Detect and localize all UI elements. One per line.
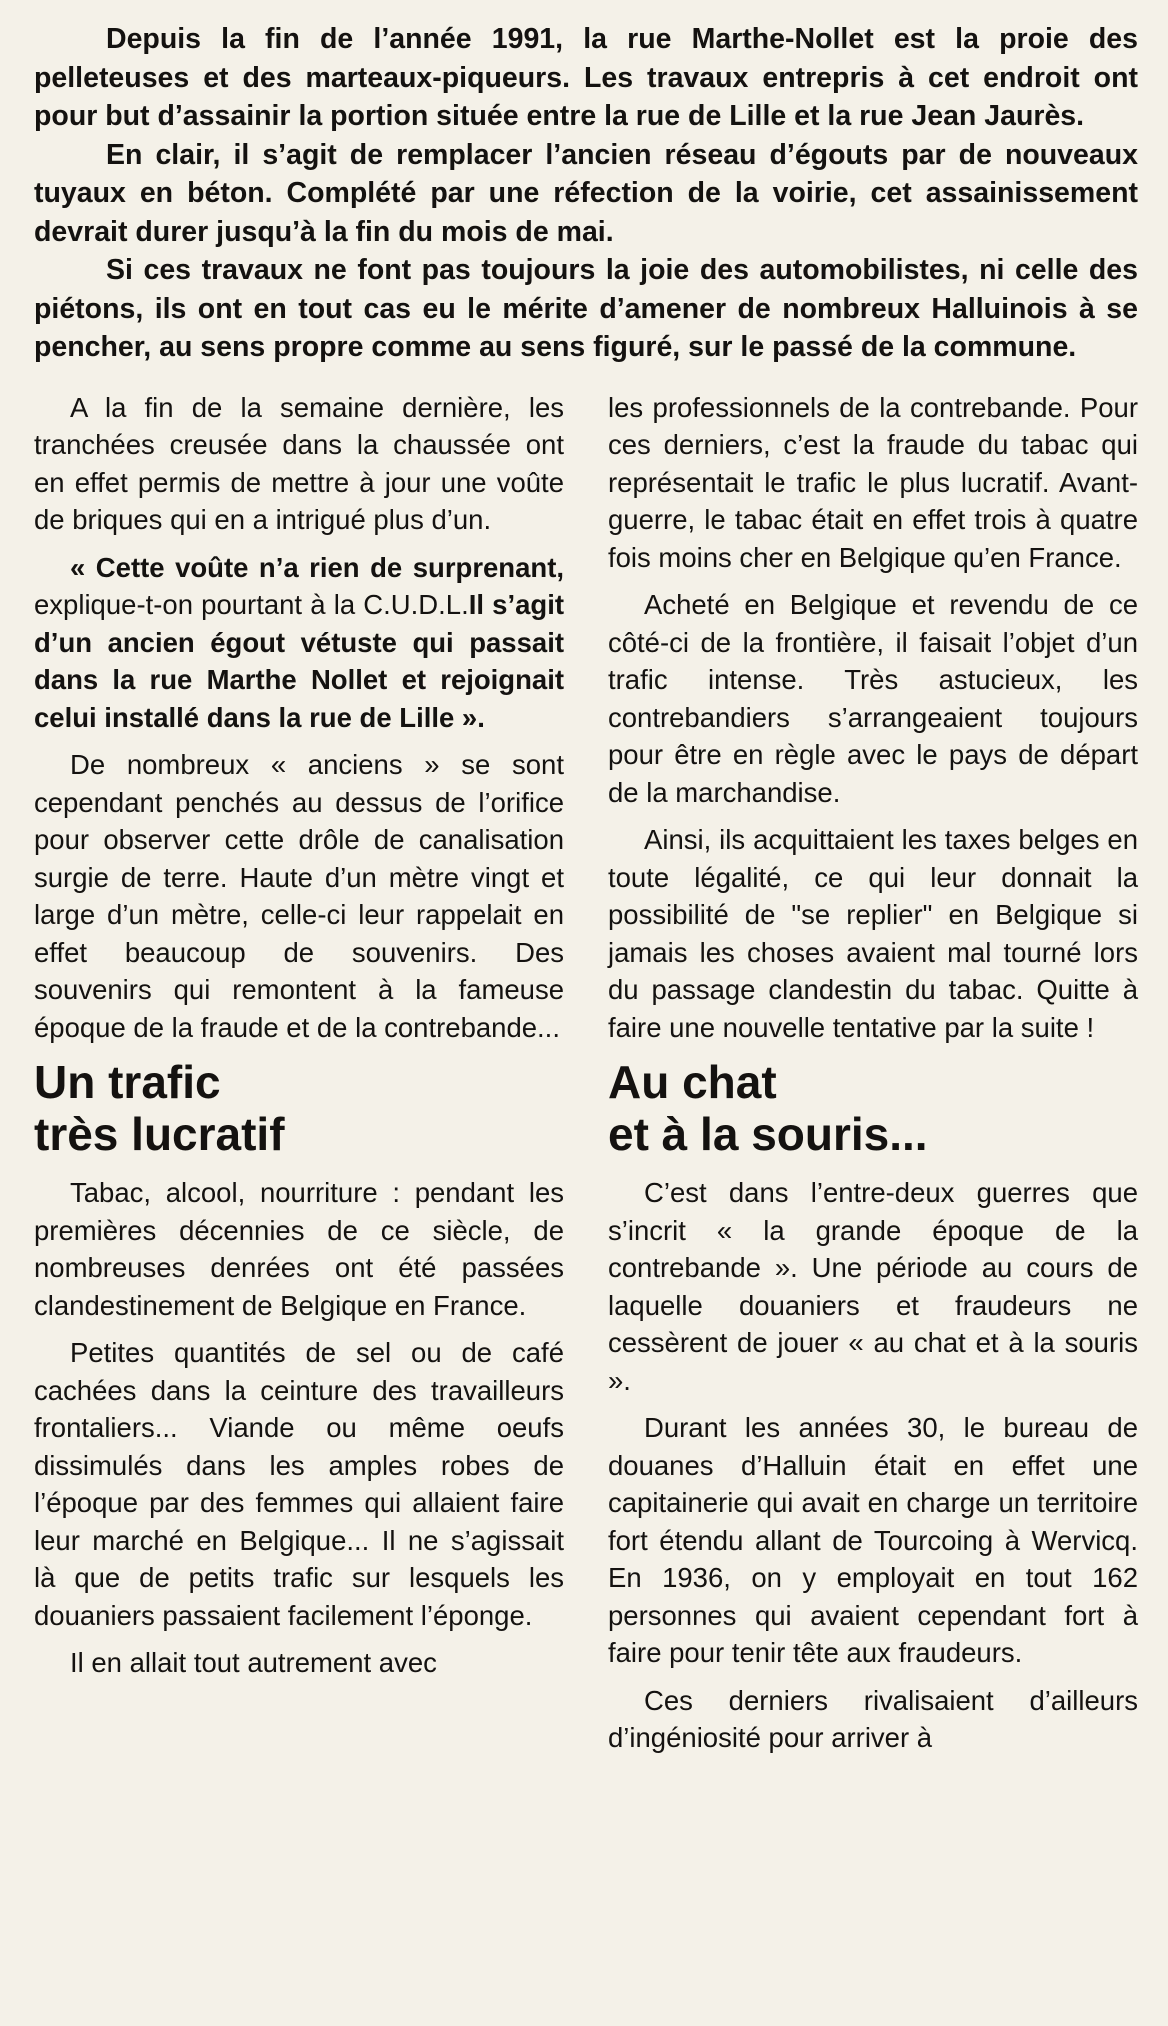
quote-bold-text: « Cette voûte n’a rien de surprenant, [70, 551, 564, 583]
lead-paragraph: Depuis la fin de l’année 1991, la rue Marthe-Nollet est la proie des pelleteuses et des marteaux-piqueurs. Les travaux entrepris à cet endroit ont pour but d’assainir la portion située entre la rue de Lille et la rue Jean Jaurès. [34, 23, 1138, 132]
quote-normal-text: explique-t-on pourtant à la C.U.D.L. [34, 589, 469, 620]
body-paragraph: Ces derniers rivalisaient d’ailleurs d’ingéniosité pour arriver à [608, 1684, 1138, 1753]
section-heading [608, 1056, 1138, 1160]
body-paragraph: Petites quantités de sel ou de café cachées dans la ceinture des travailleurs frontaliers... Viande ou même oeufs dissimulés dans les amples robes de l’époque par des femmes qui allaient faire leur marché en Belgique... Il ne s’agissait là que de petits trafic sur lesquels les douaniers passaient facilement l’éponge. [34, 1337, 564, 1631]
lead-paragraph: Si ces travaux ne font pas toujours la joie des automobilistes, ni celle des piétons, ils ont en tout cas eu le mérite d’amener de nombreux Halluinois à se pencher, au sens propre comme au sens figuré, sur le passé de la commune. [34, 254, 1138, 363]
body-paragraph: Ainsi, ils acquittaient les taxes belges en toute légalité, ce qui leur donnait la possibilité de "se replier" en Belgique si jamais les choses avaient mal tourné lors du passage clandestin du tabac. Quitte à faire une nouvelle tentative par la suite ! [608, 824, 1138, 1043]
article-lead [34, 20, 1138, 367]
section-heading [34, 1056, 564, 1160]
quote-paragraph [34, 549, 564, 737]
right-column [608, 389, 1138, 1767]
body-paragraph: Tabac, alcool, nourriture : pendant les premières décennies de ce siècle, de nombreuses denrées ont été passées clandestinement de Belgique en France. [34, 1177, 564, 1321]
heading-line: Un trafic [34, 1056, 221, 1108]
lead-paragraph: En clair, il s’agit de remplacer l’ancien réseau d’égouts par de nouveaux tuyaux en béton. Complété par une réfection de la voirie, cet assainissement devrait durer jusqu’à la fin du mois de mai. [34, 138, 1138, 248]
body-paragraph: C’est dans l’entre-deux guerres que s’incrit « la grande époque de la contrebande ». Une période au cours de laquelle douaniers et fraudeurs ne cessèrent de jouer « au chat et à la souris ». [608, 1177, 1138, 1396]
article-columns [34, 389, 1138, 1767]
quote-bold-text: Il s’agit d’un ancien égout vétuste qui passait dans la rue Marthe Nollet et rejoignait celui installé dans la rue de Lille ». [34, 589, 564, 733]
body-paragraph: Il en allait tout autrement avec [70, 1647, 437, 1678]
heading-line: très lucratif [34, 1108, 285, 1160]
body-paragraph: Durant les années 30, le bureau de douanes d’Halluin était en effet une capitainerie qui avait en charge un territoire fort étendu allant de Tourcoing à Wervicq. En 1936, on y employait en tout 162 personnes qui avaient cependant fort à faire pour tenir tête aux fraudeurs. [608, 1412, 1138, 1668]
body-paragraph: A la fin de la semaine dernière, les tranchées creusée dans la chaussée ont en effet permis de mettre à jour une voûte de briques qui en a intrigué plus d’un. [34, 391, 564, 535]
heading-line: Au chat [608, 1056, 777, 1108]
heading-line: et à la souris... [608, 1108, 928, 1160]
body-paragraph: les professionnels de la contrebande. Pour ces derniers, c’est la fraude du tabac qui représentait le trafic le plus lucratif. Avant-guerre, le tabac était en effet trois à quatre fois moins cher en Belgique qu’en France. [608, 391, 1138, 573]
left-column [34, 389, 564, 1767]
body-paragraph: De nombreux « anciens » se sont cependant penchés au dessus de l’orifice pour observer cette drôle de canalisation surgie de terre. Haute d’un mètre vingt et large d’un mètre, celle-ci leur rappelait en effet beaucoup de souvenirs. Des souvenirs qui remontent à la fameuse époque de la fraude et de la contrebande... [34, 749, 564, 1043]
body-paragraph: Acheté en Belgique et revendu de ce côté-ci de la frontière, il faisait l’objet d’un trafic intense. Très astucieux, les contrebandiers s’arrangeaient toujours pour être en règle avec le pays de départ de la marchandise. [608, 589, 1138, 808]
